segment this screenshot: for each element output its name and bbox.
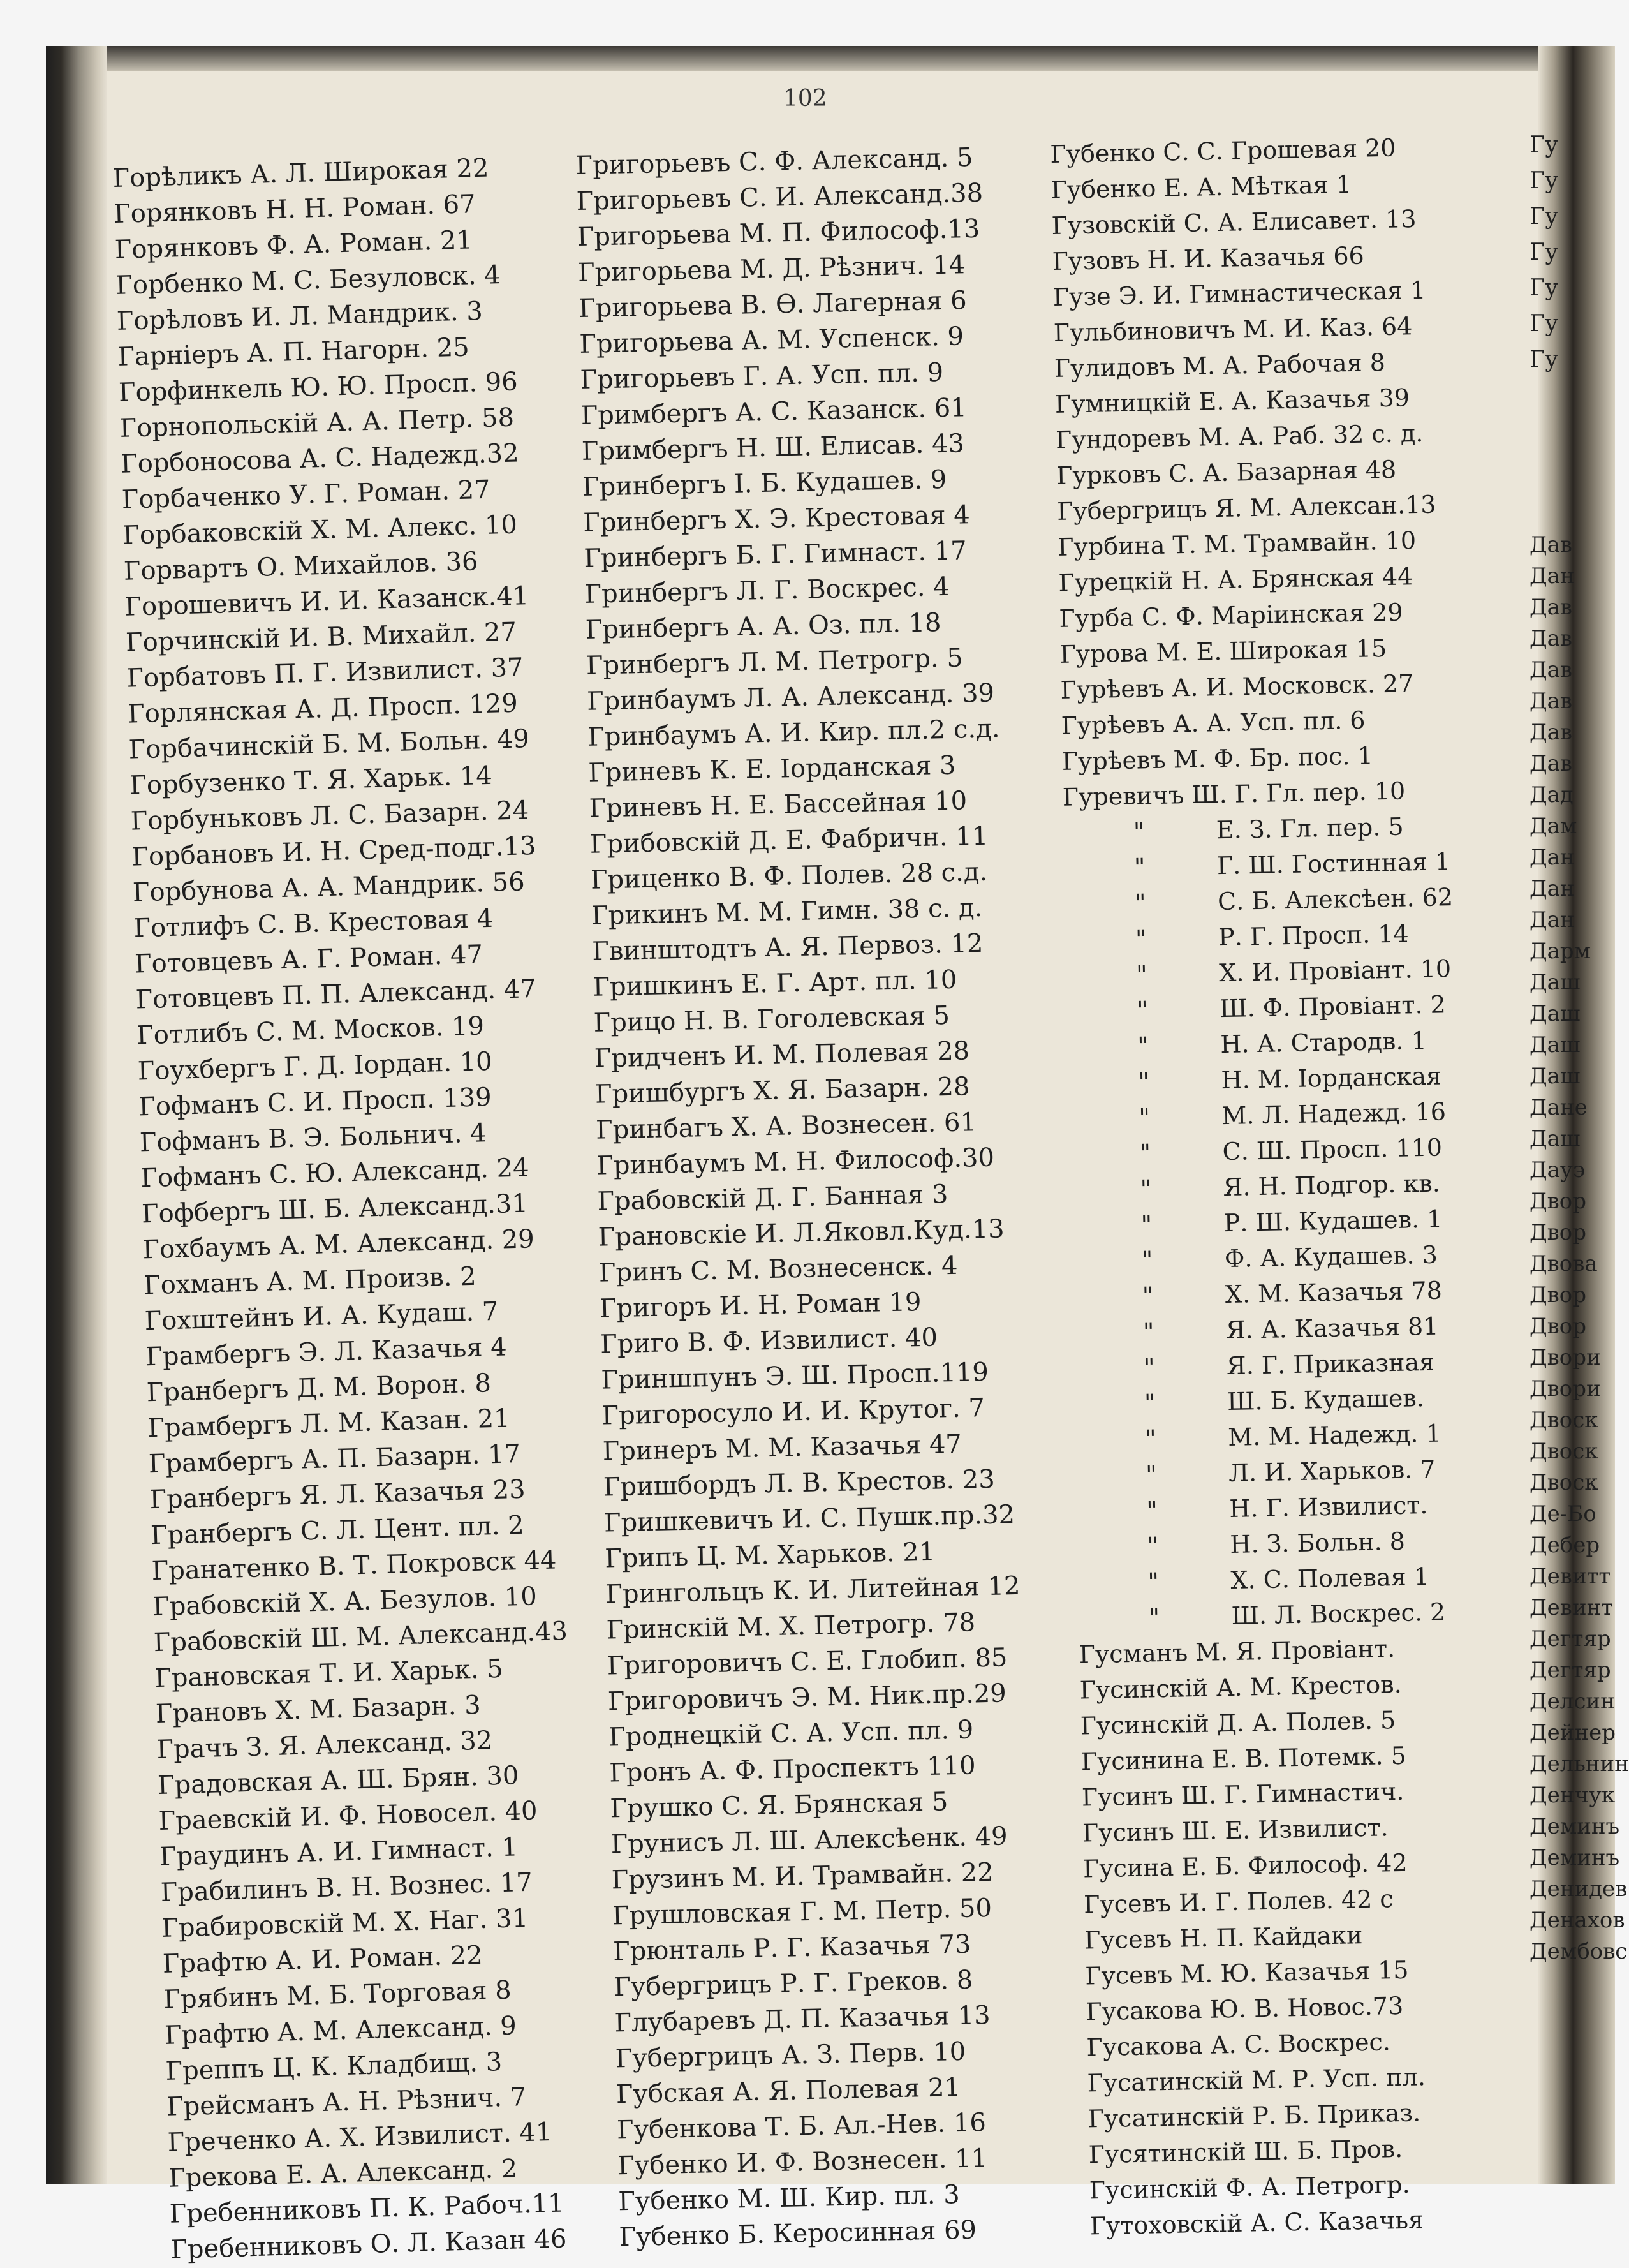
directory-entry: Григоровичъ С. Е. Глобип. 85	[607, 1643, 1008, 1681]
directory-entry-fragment: Гу	[1529, 132, 1559, 158]
directory-entry: Гринбергъ Л. Г. Воскрес. 4	[584, 572, 950, 609]
directory-entry-fragment: Даш	[1529, 1001, 1581, 1027]
directory-entry: Гришкинъ Е. Г. Арт. пл. 10	[593, 965, 957, 1002]
directory-entry: Гусинъ Ш. Г. Гимнастич.	[1081, 1777, 1404, 1812]
ditto-mark: "	[1140, 1210, 1153, 1239]
directory-entry: Гриневъ К. Е. Іорданская 3	[588, 750, 956, 788]
ditto-mark: "	[1135, 924, 1147, 953]
directory-entry-fragment: Денчук	[1529, 1783, 1616, 1808]
directory-entry: Грановскіе И. Л.Яковл.Куд.13	[598, 1214, 1005, 1252]
directory-entry: Горбаковскій Х. М. Алекс. 10	[122, 510, 518, 551]
directory-entry: Грамбергъ Л. М. Казан. 21	[147, 1404, 511, 1444]
ditto-mark: "	[1144, 1425, 1157, 1453]
directory-entry: Гринбергъ Х. Э. Крестовая 4	[582, 500, 971, 538]
directory-entry: Григорьевъ С. И. Александ.38	[576, 178, 984, 216]
directory-entry-fragment: Дав	[1529, 595, 1573, 620]
directory-entry-fragment: Дав	[1529, 720, 1573, 745]
directory-entry: Грюнталь Р. Г. Казачья 73	[612, 1929, 971, 1967]
directory-entry: Гришкевичъ И. С. Пушк.пр.32	[603, 1500, 1015, 1538]
directory-entry: Грабовскій Ш. М. Александ.43	[153, 1616, 568, 1658]
directory-entry: Гутоховскій А. С. Казачья	[1089, 2205, 1424, 2241]
directory-entry: Гринскій М. Х. Петрогр. 78	[606, 1608, 976, 1645]
ditto-mark: "	[1140, 1175, 1152, 1203]
directory-entry: Горлянская А. Д. Просп. 129	[127, 688, 519, 729]
directory-entry-fragment: Дав	[1529, 688, 1573, 714]
ditto-entry-text: Н. М. Іорданская	[1221, 1062, 1442, 1095]
directory-entry-fragment: Деминъ	[1529, 1845, 1620, 1871]
directory-entry: Губенко М. Ш. Кир. пл. 3	[617, 2180, 961, 2217]
directory-entry: Гримбергъ Н. Ш. Елисав. 43	[581, 429, 965, 466]
directory-entry: Гузовскій С. А. Елисавет. 13	[1051, 205, 1417, 240]
ditto-entry-text: Н. А. Стародв. 1	[1220, 1026, 1427, 1059]
directory-entry: Глубаревъ Д. П. Казачья 13	[614, 2001, 991, 2038]
directory-entry: Григорьева М. П. Философ.13	[577, 214, 980, 252]
directory-entry: Гурѣевъ А. А. Усп. пл. 6	[1061, 706, 1366, 740]
directory-entry-fragment: Гу	[1529, 239, 1559, 265]
directory-entry: Горбановъ И. Н. Сред-подг.13	[131, 831, 537, 872]
directory-entry-fragment: Дан	[1529, 563, 1575, 589]
directory-entry: Григо В. Ф. Извилист. 40	[600, 1323, 938, 1360]
directory-entry: Григорьева В. Ѳ. Лагерная 6	[578, 286, 967, 323]
directory-entry-fragment: Даш	[1529, 970, 1581, 995]
directory-entry: Губергрицъ А. З. Перв. 10	[615, 2036, 966, 2074]
directory-entry: Гохштейнъ И. А. Кудаш. 7	[144, 1296, 499, 1337]
ditto-mark: "	[1138, 1067, 1150, 1096]
directory-entry: Граевскій И. Ф. Новосел. 40	[158, 1796, 538, 1836]
directory-entry: Гузе Э. И. Гимнастическая 1	[1052, 276, 1426, 311]
ditto-entry-text: Я. Н. Подгор. кв.	[1223, 1169, 1441, 1202]
ditto-mark: "	[1133, 853, 1146, 882]
directory-entry-fragment: Даш	[1529, 1126, 1581, 1152]
directory-entry: Гумницкій Е. А. Казачья 39	[1054, 383, 1410, 419]
directory-entry: Греченко А. Х. Извилист. 41	[167, 2117, 552, 2158]
directory-entry: Горошевичъ И. И. Казанск.41	[124, 581, 529, 622]
directory-entry: Гурба С. Ф. Маріинская 29	[1059, 598, 1404, 633]
directory-entry: Григорьева М. Д. Рѣзнич. 14	[577, 250, 966, 288]
ditto-mark: "	[1134, 889, 1146, 917]
directory-entry: Гундоревъ М. А. Раб. 32 с. д.	[1055, 419, 1424, 454]
directory-entry-fragment: Дав	[1529, 626, 1573, 651]
directory-entry: Горбаченко У. Г. Роман. 27	[121, 475, 491, 515]
directory-entry: Грябинъ М. Б. Торговая 8	[163, 1975, 512, 2015]
ditto-mark: "	[1139, 1139, 1151, 1167]
directory-entry: Грушловская Г. М. Петр. 50	[612, 1893, 992, 1931]
ditto-entry-text: Ф. А. Кудашев. 3	[1224, 1240, 1438, 1273]
directory-entry-fragment: Дам	[1529, 813, 1577, 839]
directory-entry: Гришбургъ Х. Я. Базарн. 28	[594, 1072, 970, 1109]
directory-entry-fragment: Двоск	[1529, 1470, 1598, 1495]
directory-entry: Гусинина Е. В. Потемк. 5	[1080, 1741, 1407, 1776]
directory-entry: Гримбергъ А. С. Казанск. 61	[580, 393, 968, 431]
ditto-mark: "	[1139, 1103, 1151, 1132]
directory-entry: Гурковъ С. А. Базарная 48	[1056, 455, 1397, 490]
directory-entry-fragment: Дельнин	[1529, 1751, 1629, 1777]
directory-entry: Горвартъ О. Михайлов. 36	[123, 547, 479, 586]
directory-entry-fragment: Дав	[1529, 532, 1573, 558]
directory-entry-fragment: Дав	[1529, 751, 1573, 776]
directory-entry: Грунисъ Л. Ш. Алексѣенк. 49	[610, 1821, 1008, 1860]
directory-entry: Гулидовъ М. А. Рабочая 8	[1054, 348, 1386, 383]
ditto-mark: "	[1148, 1603, 1160, 1632]
directory-entry: Гриншпунъ Э. Ш. Просп.119	[600, 1357, 989, 1395]
directory-entry-fragment: Деминъ	[1529, 1814, 1620, 1839]
ditto-mark: "	[1143, 1353, 1155, 1382]
directory-entry: Грамбергъ Э. Л. Казачья 4	[145, 1332, 508, 1372]
directory-entry: Гринбагъ Х. А. Вознесен. 61	[595, 1108, 977, 1145]
ditto-mark: "	[1135, 960, 1148, 989]
directory-entry: Грамбергъ А. П. Базарн. 17	[148, 1439, 521, 1479]
directory-entry-fragment: Дембовс	[1529, 1939, 1628, 1964]
directory-entry: Гофманъ С. Ю. Александ. 24	[140, 1153, 530, 1194]
directory-entry: Гофбергъ Ш. Б. Александ.31	[141, 1189, 529, 1229]
directory-entry: Горбенко М. С. Безуловск. 4	[115, 260, 501, 300]
directory-entry-fragment: Дав	[1529, 657, 1573, 683]
ditto-entry-text: Х. С. Полевая 1	[1230, 1562, 1430, 1594]
directory-entry-fragment: Дан	[1529, 907, 1575, 933]
page-number: 102	[783, 85, 827, 112]
ditto-entry-text: С. Ш. Просп. 110	[1222, 1133, 1443, 1166]
directory-entry: Гриценко В. Ф. Полев. 28 с.д.	[590, 857, 988, 895]
directory-entry: Грейсманъ А. Н. Рѣзнич. 7	[166, 2082, 527, 2122]
directory-entry: Гусятинскій Ш. Б. Пров.	[1088, 2134, 1403, 2169]
ditto-mark: "	[1142, 1282, 1154, 1310]
directory-entry-fragment: Денидев	[1529, 1876, 1628, 1902]
directory-entry: Гурѣевъ М. Ф. Бр. пос. 1	[1061, 741, 1374, 776]
ditto-entry-text: Р. Ш. Кудашев. 1	[1223, 1204, 1443, 1238]
ditto-entry-text: Г. Ш. Гостинная 1	[1216, 847, 1451, 880]
ditto-entry-text: Ш. Л. Воскрес. 2	[1231, 1597, 1446, 1630]
directory-entry: Готовцевъ А. Г. Роман. 47	[134, 940, 483, 979]
directory-entry: Гохбаумъ А. М. Александ. 29	[142, 1224, 535, 1265]
directory-entry: Горбузенко Т. Я. Харьк. 14	[129, 760, 493, 801]
directory-entry: Грузинъ М. И. Трамвайн. 22	[611, 1857, 994, 1895]
directory-entry-fragment: Делсин	[1529, 1689, 1615, 1714]
directory-entry: Григоровичъ Э. М. Ник.пр.29	[607, 1679, 1007, 1717]
directory-entry: Губергрицъ Р. Г. Греков. 8	[613, 1965, 973, 2003]
directory-entry: Губенко Б. Керосинная 69	[619, 2215, 977, 2253]
ditto-mark: "	[1147, 1532, 1159, 1560]
directory-entry-fragment: Гу	[1529, 311, 1559, 337]
directory-entry: Гузовъ Н. И. Казачья 66	[1052, 241, 1365, 276]
directory-entry: Грабилинъ В. Н. Вознес. 17	[160, 1867, 533, 1908]
directory-entry: Гусевъ Н. П. Кайдаки	[1084, 1921, 1363, 1955]
ditto-entry-text: С. Б. Алексѣен. 62	[1217, 883, 1454, 916]
directory-entry: Грановская Т. И. Харьк. 5	[154, 1654, 504, 1694]
directory-entry: Гохманъ А. М. Произв. 2	[143, 1261, 477, 1301]
directory-entry-fragment: Девинт	[1529, 1595, 1614, 1620]
directory-entry: Горфинкель Ю. Ю. Просп. 96	[118, 367, 519, 408]
directory-entry: Гребенниковъ П. К. Рабоч.11	[169, 2188, 565, 2229]
directory-entry: Готлифъ С. В. Крестовая 4	[133, 903, 494, 944]
directory-entry: Григоросуло И. И. Крутог. 7	[601, 1393, 985, 1431]
directory-entry-fragment: Двори	[1529, 1376, 1601, 1402]
ditto-mark: "	[1145, 1460, 1158, 1489]
directory-entry-fragment: Двор	[1529, 1314, 1587, 1339]
directory-entry: Грабировскій М. Х. Наг. 31	[161, 1903, 529, 1943]
directory-entry: Гринбергъ А. А. Оз. пл. 18	[585, 608, 941, 645]
ditto-mark: "	[1144, 1389, 1156, 1418]
directory-entry: Гринбаумъ М. Н. Философ.30	[596, 1143, 995, 1181]
directory-entry-fragment: Дегтяр	[1529, 1626, 1611, 1652]
directory-entry: Гринбергъ I. Б. Кудашев. 9	[582, 464, 947, 502]
directory-entry: Гусевъ И. Г. Полев. 42 с	[1083, 1885, 1394, 1919]
directory-column-4-top	[1529, 128, 1587, 378]
directory-entry-fragment: Дебер	[1529, 1532, 1600, 1558]
directory-entry: Горѣловъ И. Л. Мандрик. 3	[116, 296, 483, 336]
ditto-entry-text: М. М. Надежд. 1	[1227, 1419, 1442, 1452]
directory-entry: Гурѣевъ А. И. Московск. 27	[1060, 669, 1414, 704]
directory-entry-fragment: Дегтяр	[1529, 1657, 1611, 1683]
directory-entry: Грибовскій Д. Е. Фабричн. 11	[589, 821, 989, 859]
directory-entry-fragment: Девитт	[1529, 1564, 1611, 1589]
directory-entry: Григорьева А. М. Успенск. 9	[579, 322, 964, 359]
book-binding	[46, 46, 107, 2184]
directory-entry: Губенко Е. А. Мѣткая 1	[1050, 170, 1352, 204]
directory-entry: Гурецкій Н. А. Брянская 44	[1058, 562, 1413, 597]
directory-entry-fragment: Двор	[1529, 1220, 1587, 1245]
directory-entry: Гусманъ М. Я. Провіант.	[1079, 1634, 1396, 1669]
directory-entry: Грипъ Ц. М. Харьков. 21	[604, 1537, 936, 1574]
ditto-entry-text: Х. М. Казачья 78	[1225, 1276, 1443, 1309]
ditto-entry-text: Е. З. Гл. пер. 5	[1216, 812, 1404, 845]
directory-entry: Горбунова А. А. Мандрик. 56	[132, 867, 526, 908]
directory-entry: Горѣликъ А. Л. Широкая 22	[112, 153, 489, 193]
directory-entry: Гусинскій А. М. Крестов.	[1079, 1670, 1403, 1705]
directory-entry: Гусатинскій М. Р. Усп. пл.	[1087, 2063, 1426, 2098]
directory-entry: Гофманъ В. Э. Больнич. 4	[139, 1118, 487, 1158]
directory-entry: Горбуньковъ Л. С. Базарн. 24	[130, 796, 529, 836]
directory-entry-fragment: Дейнер	[1529, 1720, 1616, 1745]
directory-column-3	[1050, 128, 1549, 2244]
ditto-entry-text: Я. А. Казачья 81	[1225, 1312, 1439, 1345]
directory-entry-fragment: Дад	[1529, 782, 1574, 808]
directory-entry: Гурбина Т. М. Трамвайн. 10	[1057, 526, 1417, 561]
directory-entry: Гусакова А. С. Воскрес.	[1086, 2027, 1391, 2062]
directory-entry: Гоухбергъ Г. Д. Іордан. 10	[137, 1046, 493, 1086]
directory-entry: Гридченъ И. М. Полевая 28	[594, 1036, 970, 1074]
directory-entry: Горбачинскій Б. М. Больн. 49	[128, 724, 530, 765]
directory-entry: Графтю А. М. Александ. 9	[164, 2011, 517, 2050]
ditto-entry-text: Ш. Ф. Провіант. 2	[1219, 990, 1447, 1023]
directory-entry: Губенко С. С. Грошевая 20	[1050, 133, 1396, 168]
directory-entry-fragment: Дан	[1529, 845, 1575, 870]
directory-entry: Гриневъ Н. Е. Бассейная 10	[589, 786, 968, 824]
directory-entry: Гранбергъ С. Л. Цент. пл. 2	[150, 1510, 525, 1551]
directory-entry: Готовцевъ П. П. Александ. 47	[135, 974, 537, 1015]
directory-entry: Грикинъ М. М. Гимн. 38 с. д.	[591, 893, 983, 931]
directory-entry: Грабовскій Х. А. Безулов. 10	[152, 1582, 538, 1622]
ditto-mark: "	[1136, 996, 1149, 1025]
ditto-mark: "	[1147, 1568, 1160, 1596]
ditto-entry-text: Н. З. Больн. 8	[1229, 1527, 1406, 1559]
directory-entry-fragment: Дан	[1529, 876, 1575, 901]
directory-entry: Григорьевъ Г. А. Усп. пл. 9	[580, 357, 944, 395]
directory-entry: Губенкова Т. Б. Ал.-Нев. 16	[616, 2108, 987, 2146]
directory-entry-fragment: Двори	[1529, 1345, 1601, 1370]
directory-entry: Грекова Е. А. Александ. 2	[168, 2154, 518, 2193]
directory-entry: Гусатинскій Р. Б. Приказ.	[1087, 2098, 1421, 2133]
directory-entry: Гринбаумъ Л. А. Александ. 39	[586, 678, 995, 716]
directory-entry: Горчинскій И. В. Михайл. 27	[125, 617, 517, 658]
directory-entry: Гвинштодтъ А. Я. Первоз. 12	[591, 928, 984, 967]
directory-entry: Гришбордъ Л. В. Крестов. 23	[603, 1464, 996, 1502]
directory-entry: Готлибъ С. М. Москов. 19	[136, 1011, 485, 1051]
directory-column-4-bottom	[1529, 530, 1629, 1968]
ditto-entry-text: Ш. Б. Кудашев.	[1227, 1384, 1425, 1416]
ditto-entry-text: Н. Г. Извилист.	[1228, 1491, 1428, 1523]
ditto-mark: "	[1133, 817, 1145, 846]
directory-entry: Гарніеръ А. П. Нагорн. 25	[117, 332, 470, 372]
directory-entry: Гурова М. Е. Широкая 15	[1059, 634, 1387, 669]
directory-entry: Губенко И. Ф. Вознесен. 11	[617, 2144, 988, 2181]
directory-entry: Горбатовъ П. Г. Извилист. 37	[126, 653, 524, 693]
directory-entry: Гусинъ Ш. Е. Извилист.	[1082, 1813, 1389, 1848]
directory-entry-fragment: Гу	[1529, 204, 1559, 230]
directory-entry: Гринбаумъ А. И. Кир. пл.2 с.д.	[587, 714, 1000, 752]
directory-entry-fragment: Дарм	[1529, 938, 1591, 964]
directory-entry: Гранбергъ Я. Л. Казачья 23	[149, 1474, 526, 1515]
directory-entry: Гронъ А. Ф. Проспектъ 110	[608, 1751, 977, 1788]
directory-entry: Гусевъ М. Ю. Казачья 15	[1084, 1955, 1409, 1990]
directory-entry: Гусакова Ю. В. Новос.73	[1086, 1991, 1404, 2026]
directory-entry-fragment: Даш	[1529, 1064, 1581, 1089]
directory-entry: Григорьевъ С. Ф. Александ. 5	[575, 142, 973, 181]
directory-entry-fragment: Двоск	[1529, 1439, 1598, 1464]
directory-entry-fragment: Двова	[1529, 1251, 1598, 1277]
directory-entry: Греппъ Ц. К. Кладбищ. 3	[165, 2047, 503, 2086]
directory-entry-fragment: Де-Бо	[1529, 1501, 1596, 1527]
directory-entry: Грицо Н. В. Гоголевская 5	[593, 1001, 950, 1038]
directory-entry-fragment: Даш	[1529, 1032, 1581, 1058]
directory-entry: Гульбиновичъ М. И. Каз. 64	[1053, 312, 1413, 347]
directory-entry: Горянковъ Ф. А. Роман. 21	[114, 225, 473, 265]
directory-entry-fragment: Гу	[1529, 275, 1559, 301]
directory-entry-fragment: Двор	[1529, 1282, 1587, 1308]
directory-entry: Гусинскій Ф. А. Петрогр.	[1089, 2170, 1411, 2205]
ditto-mark: "	[1137, 1032, 1149, 1060]
ditto-entry-text: Я. Г. Приказная	[1226, 1347, 1435, 1381]
directory-entry: Гранбергъ Д. М. Ворон. 8	[146, 1368, 492, 1408]
directory-entry: Грачъ З. Я. Александ. 32	[156, 1726, 493, 1765]
directory-entry-fragment: Дане	[1529, 1095, 1588, 1120]
directory-entry: Гроднецкій С. А. Усп. пл. 9	[608, 1715, 974, 1753]
directory-entry: Грабовскій Д. Г. Банная 3	[597, 1180, 948, 1217]
directory-entry-fragment: Двор	[1529, 1189, 1587, 1214]
directory-entry-fragment: Гу	[1529, 168, 1559, 194]
directory-entry: Горнопольскій А. А. Петр. 58	[119, 403, 515, 443]
directory-entry: Гофманъ С. И. Просп. 139	[138, 1082, 492, 1122]
directory-entry: Гранатенко В. Т. Покровск 44	[151, 1545, 557, 1587]
directory-entry-fragment: Дауэ	[1529, 1157, 1585, 1183]
directory-entry: Гринбергъ Л. М. Петрогр. 5	[586, 643, 964, 681]
ditto-entry-text: Х. И. Провіант. 10	[1218, 954, 1452, 988]
directory-entry: Гусина Е. Б. Философ. 42	[1082, 1848, 1408, 1883]
directory-entry: Граудинъ А. И. Гимнаст. 1	[159, 1832, 519, 1872]
directory-entry: Гринбергъ Б. Г. Гимнаст. 17	[584, 536, 968, 574]
directory-entry: Грушко С. Я. Брянская 5	[610, 1787, 948, 1824]
directory-entry: Губская А. Я. Полевая 21	[615, 2073, 961, 2110]
directory-entry: Градовская А. Ш. Брян. 30	[157, 1761, 519, 1800]
directory-entry: Гуревичъ Ш. Г. Гл. пер. 10	[1062, 776, 1406, 812]
ditto-mark: "	[1142, 1317, 1154, 1346]
ditto-mark: "	[1141, 1246, 1153, 1275]
directory-entry: Горбоносова А. С. Надежд.32	[120, 438, 520, 479]
ditto-mark: "	[1146, 1496, 1158, 1525]
directory-entry-fragment: Денахов	[1529, 1908, 1625, 1933]
directory-entry: Гринъ С. М. Вознесенск. 4	[598, 1250, 958, 1288]
directory-entry-fragment: Гу	[1529, 346, 1559, 373]
directory-entry: Графтю А. И. Роман. 22	[162, 1940, 483, 1979]
directory-entry: Гусинскій Д. А. Полев. 5	[1080, 1706, 1396, 1740]
ditto-entry-text: М. Л. Надежд. 16	[1221, 1097, 1447, 1130]
page-top-edge	[46, 46, 1615, 71]
directory-entry: Горянковъ Н. Н. Роман. 67	[113, 189, 476, 229]
ditto-entry-text: Р. Г. Просп. 14	[1218, 919, 1410, 952]
directory-entry: Грингольцъ К. И. Литейная 12	[605, 1571, 1021, 1610]
directory-entry: Гребенниковъ О. Л. Казан 46	[170, 2224, 567, 2265]
ditto-entry-text: Л. И. Харьков. 7	[1228, 1455, 1436, 1488]
directory-entry: Гринеръ М. М. Казачья 47	[602, 1429, 962, 1467]
directory-entry: Губергрицъ Я. М. Алексан.13	[1056, 490, 1436, 526]
directory-entry: Григоръ И. Н. Роман 19	[599, 1287, 922, 1324]
directory-entry-fragment: Двоск	[1529, 1407, 1598, 1433]
directory-entry: Грановъ Х. М. Базарн. 3	[155, 1690, 482, 1730]
